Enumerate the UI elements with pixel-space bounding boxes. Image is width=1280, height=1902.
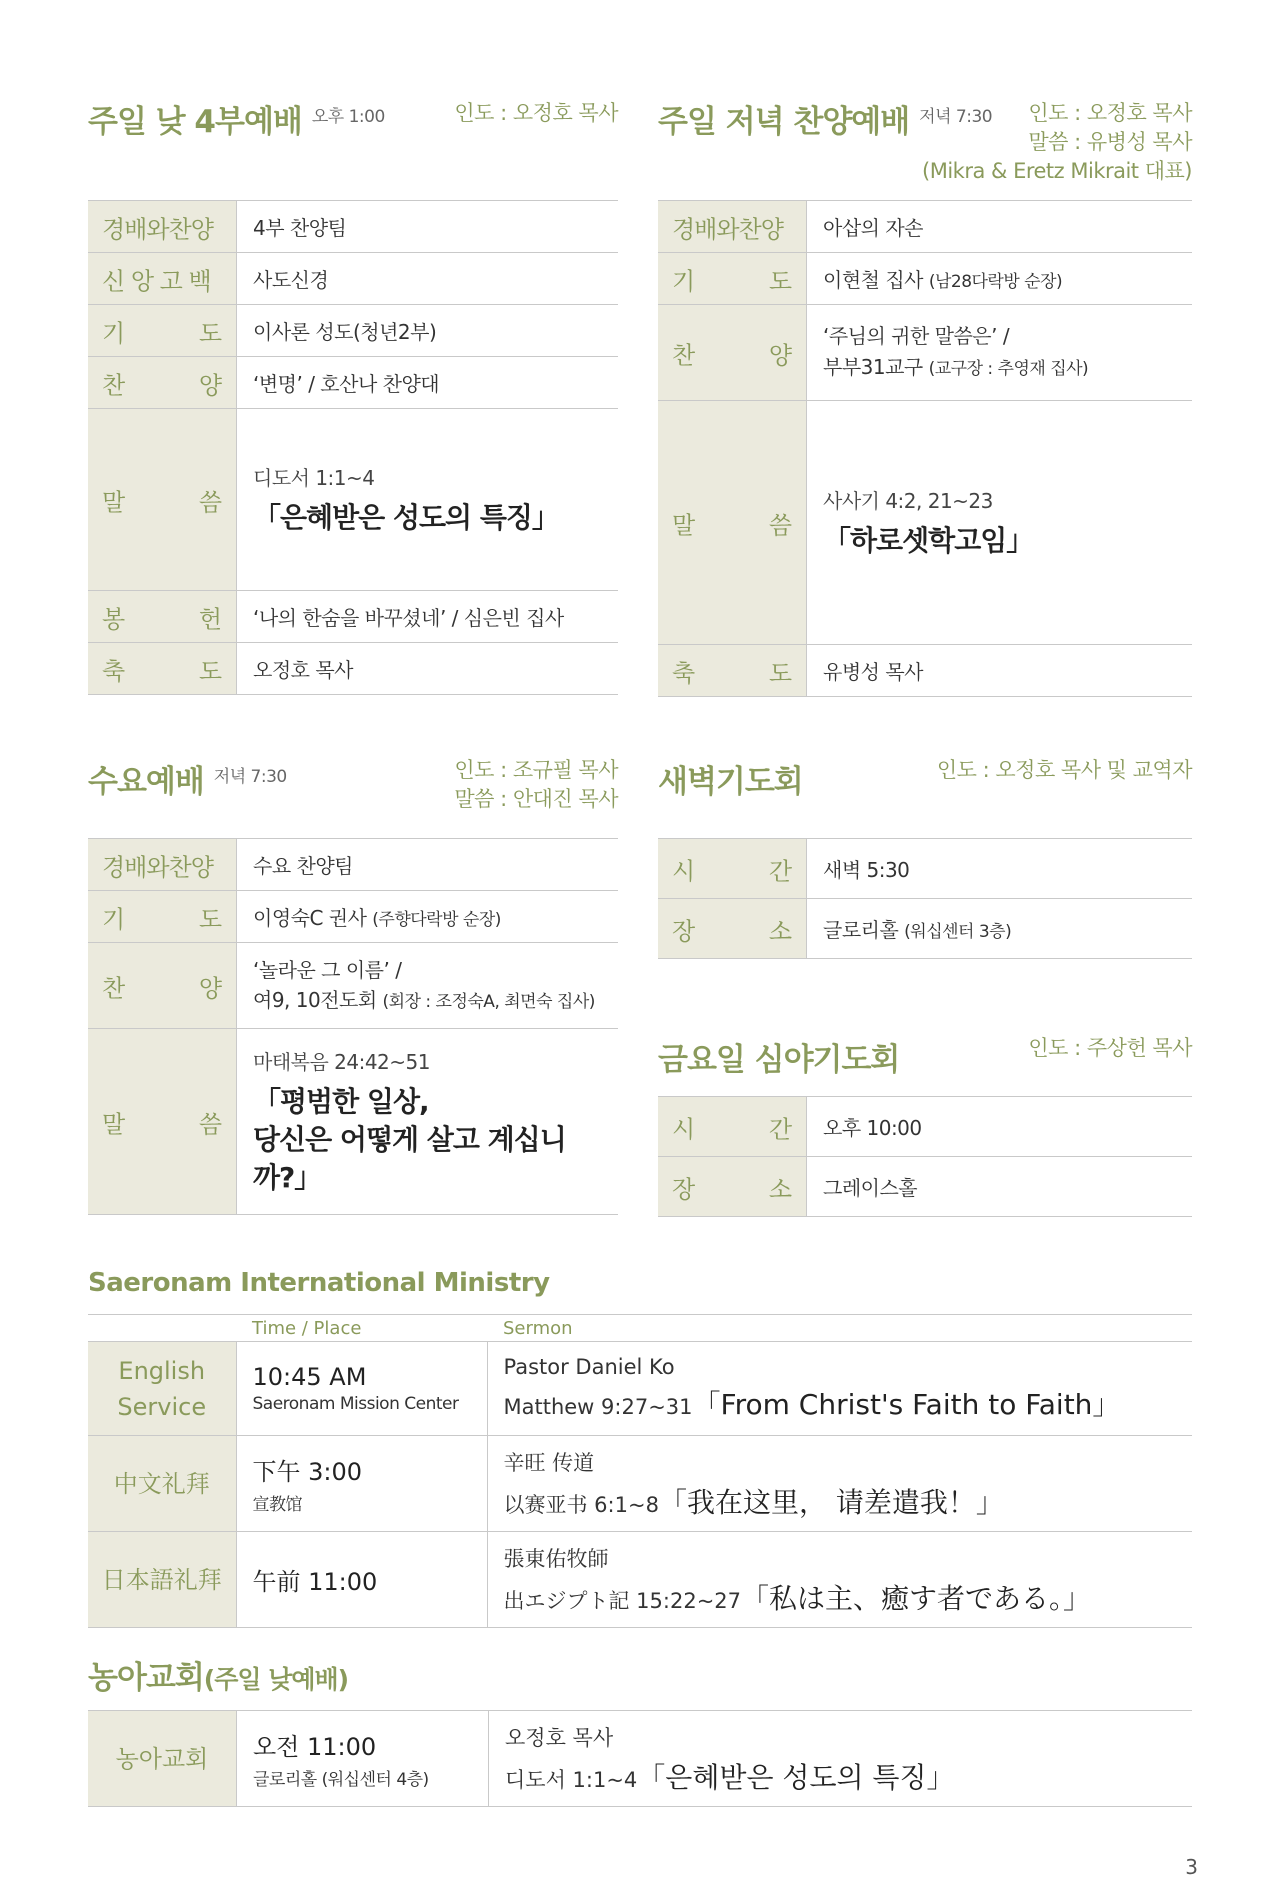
table-row xyxy=(88,253,618,305)
service-place: 宣教馆 xyxy=(252,1495,302,1515)
wednesday-table xyxy=(88,838,618,1215)
speaker-affiliation: (Mikra & Eretz Mikrait 대표) xyxy=(922,159,1192,183)
row-label-b: 도 xyxy=(198,657,222,685)
sunday4-title xyxy=(88,96,385,141)
row-value: 오정호 목사 xyxy=(237,643,619,695)
speaker-line: 말씀 : 안대진 목사 xyxy=(454,787,618,811)
row-label-a: 말 xyxy=(102,488,126,516)
friday-table xyxy=(658,1096,1192,1217)
row-label-a: 시 xyxy=(672,1115,696,1143)
sermon-title: 「私は主、癒す者である。」 xyxy=(741,1581,1092,1615)
table-row xyxy=(88,1342,1192,1436)
preacher: 오정호 목사 xyxy=(505,1725,614,1750)
table-row xyxy=(88,409,618,591)
row-label-a: 말 xyxy=(102,1110,126,1138)
row-value-note: (회장 : 조정숙A, 최면숙 집사) xyxy=(382,991,595,1012)
sermon-title: 「From Christ's Faith to Faith」 xyxy=(692,1387,1121,1421)
row-label: 경배와찬양 xyxy=(672,215,783,243)
row-value: 여9, 10전도회 xyxy=(253,987,383,1012)
row-label-b: 양 xyxy=(768,341,792,369)
row-label-a: 축 xyxy=(102,657,126,685)
row-value: ‘주님의 귀한 말씀은’ / xyxy=(823,323,1010,348)
table-row xyxy=(658,201,1192,253)
row-label: 경배와찬양 xyxy=(102,215,213,243)
row-label-a: 봉 xyxy=(102,605,126,633)
table-row xyxy=(658,645,1192,697)
deaf-church-title-text: 농아교회 xyxy=(88,1660,204,1696)
service-label: 中文礼拜 xyxy=(88,1436,236,1532)
row-value-note: (남28다락방 순장) xyxy=(928,272,1063,292)
row-label-a: 기 xyxy=(672,267,696,295)
row-label-b: 양 xyxy=(198,371,222,399)
deaf-church-title-sub: (주일 낮예배) xyxy=(203,1665,349,1694)
table-row xyxy=(88,591,618,643)
sunday4-time: 오후 1:00 xyxy=(311,107,385,127)
wednesday-time: 저녁 7:30 xyxy=(213,767,287,787)
row-value: 오후 10:00 xyxy=(807,1097,1193,1157)
table-row xyxy=(88,839,618,891)
table-row xyxy=(88,1029,618,1215)
sunday4-title-text: 주일 낮 4부예배 xyxy=(88,104,302,140)
row-value: 수요 찬양팀 xyxy=(237,839,619,891)
table-row xyxy=(88,1711,1192,1807)
row-value: ‘나의 한숨을 바꾸셨네’ / 심은빈 집사 xyxy=(237,591,619,643)
row-label-b: 씀 xyxy=(198,488,222,516)
row-value: 글로리홀 xyxy=(823,918,905,942)
row-label-a: 찬 xyxy=(102,371,126,399)
international-table xyxy=(88,1314,1192,1628)
preacher: 張東佑牧師 xyxy=(503,1546,609,1571)
table-row xyxy=(88,1436,1192,1532)
sunday4-leader: 인도 : 오정호 목사 xyxy=(454,101,618,125)
row-value: 새벽 5:30 xyxy=(807,839,1193,899)
service-time: 오전 11:00 xyxy=(253,1733,377,1761)
column-header-sermon: Sermon xyxy=(487,1315,1192,1342)
page-number: 3 xyxy=(1185,1855,1198,1879)
table-row xyxy=(658,1157,1192,1217)
row-value: 이사론 성도(청년2부) xyxy=(237,305,619,357)
row-label-b: 소 xyxy=(768,917,792,945)
row-value: 아삽의 자손 xyxy=(807,201,1193,253)
row-value: 부부31교구 xyxy=(823,354,929,379)
preacher: Pastor Daniel Ko xyxy=(503,1354,675,1379)
sermon-title: 「我在这里， 请差遣我！」 xyxy=(658,1485,1004,1519)
row-label-b: 도 xyxy=(198,905,222,933)
row-label-a: 시 xyxy=(672,857,696,885)
row-label-b: 간 xyxy=(768,857,792,885)
row-value: 그레이스홀 xyxy=(807,1157,1193,1217)
row-label-b: 도 xyxy=(768,659,792,687)
table-row xyxy=(658,1097,1192,1157)
table-row xyxy=(658,899,1192,959)
sermon-reference: 以赛亚书 6:1~8 xyxy=(503,1492,659,1517)
sunday4-table xyxy=(88,200,618,695)
wednesday-leaders xyxy=(454,756,618,814)
row-value-note: (교구장 : 추영재 집사) xyxy=(928,358,1089,379)
deaf-church-title xyxy=(88,1652,348,1697)
service-time: 午前 11:00 xyxy=(252,1568,378,1596)
preacher: 辛旺 传道 xyxy=(503,1450,595,1475)
sermon-reference: 디도서 1:1~4 xyxy=(253,466,375,490)
sunday-evening-table xyxy=(658,200,1192,697)
column-header-time: Time / Place xyxy=(236,1315,487,1342)
sunday-evening-leaders xyxy=(922,99,1192,186)
row-label-b: 소 xyxy=(768,1175,792,1203)
row-label-a: 찬 xyxy=(672,341,696,369)
row-label-b: 씀 xyxy=(768,511,792,539)
row-label: 신 앙 고 백 xyxy=(102,267,211,295)
row-value: 이현철 집사 xyxy=(823,268,929,292)
service-place: 글로리홀 (워십센터 4층) xyxy=(253,1770,429,1790)
sermon-title-line2: 당신은 어떻게 살고 계십니까?」 xyxy=(253,1123,566,1194)
deaf-church-table xyxy=(88,1710,1192,1807)
row-label-b: 씀 xyxy=(198,1110,222,1138)
row-label-b: 간 xyxy=(768,1115,792,1143)
table-row xyxy=(658,401,1192,645)
sermon-reference: 마태복음 24:42~51 xyxy=(253,1050,430,1074)
sermon-reference: 사사기 4:2, 21~23 xyxy=(823,489,993,513)
row-label-a: 기 xyxy=(102,905,126,933)
row-value: 유병성 목사 xyxy=(807,645,1193,697)
sermon-title: 「은혜받은 성도의 특징」 xyxy=(637,1760,955,1794)
service-label-line1: English xyxy=(118,1356,206,1385)
sermon-reference: 出エジプト記 15:22~27 xyxy=(503,1588,742,1613)
table-row xyxy=(658,253,1192,305)
international-title: Saeronam International Ministry xyxy=(88,1268,550,1298)
table-row xyxy=(88,305,618,357)
table-row xyxy=(88,943,618,1029)
row-label-b: 도 xyxy=(768,267,792,295)
row-value-note: (워십센터 3층) xyxy=(904,922,1012,942)
leader-line: 인도 : 오정호 목사 xyxy=(1028,101,1192,125)
table-row xyxy=(658,305,1192,401)
table-row xyxy=(88,1532,1192,1628)
table-row xyxy=(88,201,618,253)
row-label-a: 찬 xyxy=(102,974,126,1002)
row-label-a: 축 xyxy=(672,659,696,687)
table-row xyxy=(658,839,1192,899)
sunday-evening-title-text: 주일 저녁 찬양예배 xyxy=(658,104,910,140)
speaker-line: 말씀 : 유병성 목사 xyxy=(1028,130,1192,154)
leader-line: 인도 : 조규필 목사 xyxy=(454,758,618,782)
sermon-reference: 디도서 1:1~4 xyxy=(505,1767,638,1792)
wednesday-title-text: 수요예배 xyxy=(88,764,204,800)
dawn-title: 새벽기도회 xyxy=(658,764,803,800)
row-value: ‘놀라운 그 이름’ / xyxy=(253,957,402,982)
row-label-a: 기 xyxy=(102,319,126,347)
service-time: 10:45 AM xyxy=(252,1363,367,1391)
row-value: 4부 찬양팀 xyxy=(237,201,619,253)
row-value: 사도신경 xyxy=(237,253,619,305)
row-label-a: 말 xyxy=(672,511,696,539)
sermon-title: 「은혜받은 성도의 특징」 xyxy=(253,501,559,534)
row-label-b: 헌 xyxy=(198,605,222,633)
row-label-b: 도 xyxy=(198,319,222,347)
service-label-line2: Service xyxy=(117,1392,207,1421)
row-label-a: 장 xyxy=(672,1175,696,1203)
row-label-a: 장 xyxy=(672,917,696,945)
sermon-reference: Matthew 9:27~31 xyxy=(503,1394,693,1419)
table-row xyxy=(88,643,618,695)
sunday-evening-time: 저녁 7:30 xyxy=(919,107,993,127)
row-value-note: (주향다락방 순장) xyxy=(372,910,501,930)
service-place: Saeronam Mission Center xyxy=(252,1394,459,1414)
row-label-b: 양 xyxy=(198,974,222,1002)
service-label: 日本語礼拜 xyxy=(88,1532,236,1628)
table-header-row xyxy=(88,1315,1192,1342)
dawn-leader: 인도 : 오정호 목사 및 교역자 xyxy=(936,758,1192,782)
row-label: 경배와찬양 xyxy=(102,853,213,881)
table-row xyxy=(88,357,618,409)
sermon-title-line1: 「평범한 일상, xyxy=(253,1085,429,1118)
wednesday-title xyxy=(88,756,287,801)
dawn-table xyxy=(658,838,1192,959)
friday-leader: 인도 : 주상헌 목사 xyxy=(1028,1036,1192,1060)
row-value: ‘변명’ / 호산나 찬양대 xyxy=(237,357,619,409)
sermon-title: 「하로셋학고임」 xyxy=(823,524,1034,557)
table-row xyxy=(88,891,618,943)
service-time: 下午 3:00 xyxy=(252,1458,363,1486)
friday-title: 금요일 심야기도회 xyxy=(658,1042,900,1078)
service-label: 농아교회 xyxy=(88,1711,237,1807)
row-value: 이영숙C 권사 xyxy=(253,906,373,930)
